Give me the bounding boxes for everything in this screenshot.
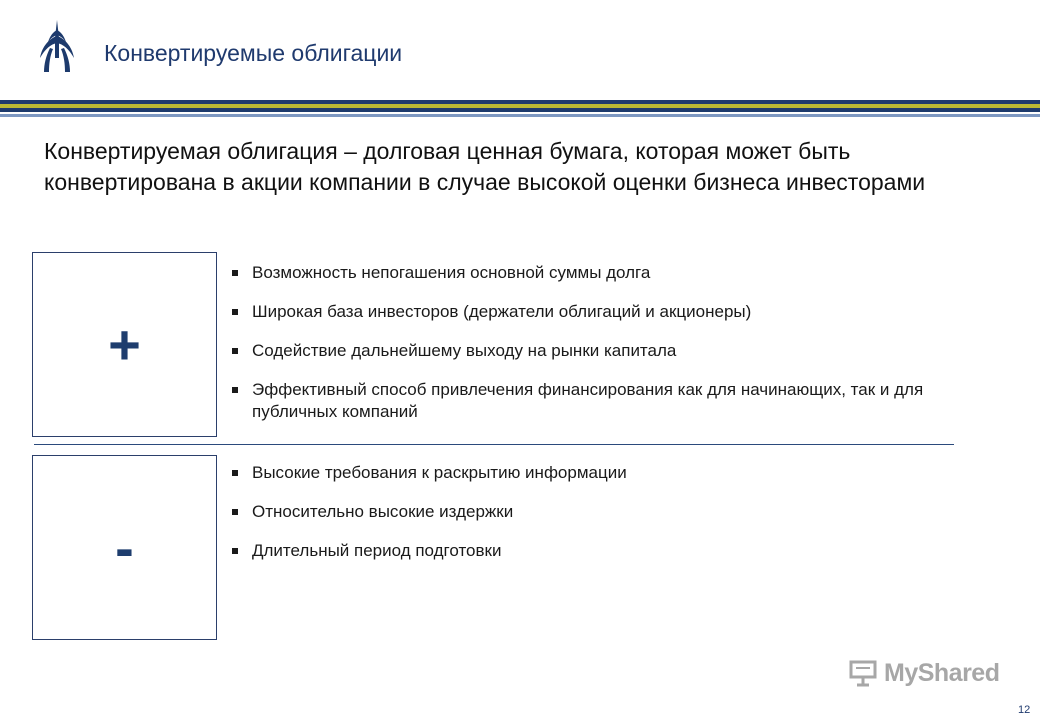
plus-sign: + [108,313,141,376]
company-logo [36,18,78,74]
page-title: Конвертируемые облигации [104,40,403,66]
minus-sign: - [115,516,134,579]
pros-list [232,262,932,440]
list-item: Содействие дальнейшему выходу на рынки капитала [232,340,932,362]
list-item: Высокие требования к раскрытию информации [232,462,932,484]
list-item: Широкая база инвесторов (держатели облигаций и акционеры) [232,301,932,323]
list-item: Возможность непогашения основной суммы долга [232,262,932,284]
definition-text: Конвертируемая облигация – долговая ценная бумага, которая может быть конвертирована в акции компании в случае высокой оценки бизнеса инвесторами [44,138,926,195]
section-divider [34,444,954,445]
list-item: Относительно высокие издержки [232,501,932,523]
header-stripes [0,100,1040,120]
myshared-watermark [848,658,999,688]
presentation-icon [848,658,878,688]
pros-box [32,252,217,437]
list-item: Эффективный способ привлечения финансирования как для начинающих, так и для публичных компаний [232,379,932,423]
cons-box [32,455,217,640]
watermark-text: MyShared [884,658,1000,687]
page-number: 12 [1018,704,1031,716]
list-item: Длительный период подготовки [232,540,932,562]
cons-list [232,462,932,579]
